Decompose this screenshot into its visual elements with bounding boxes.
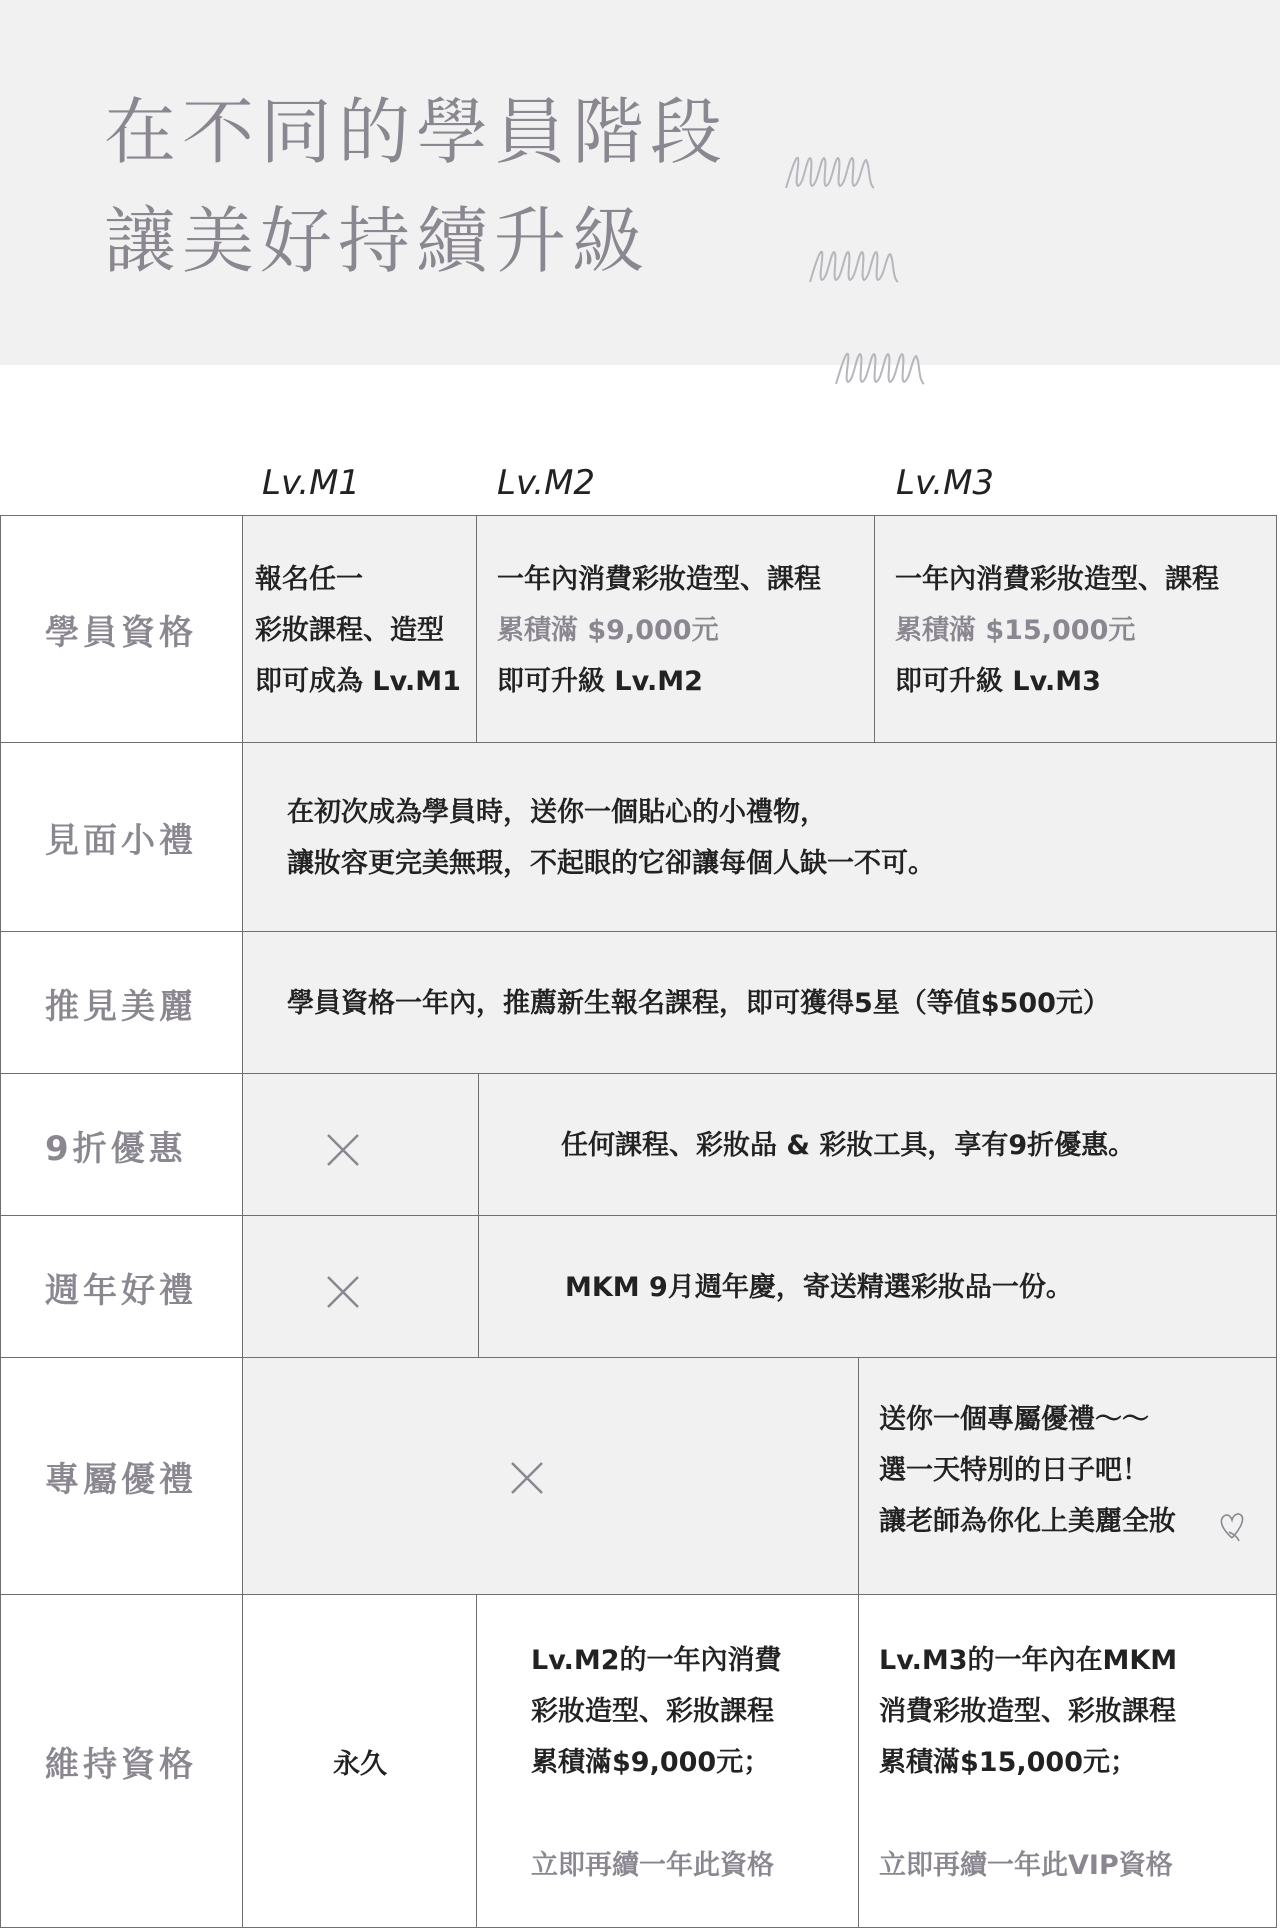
qualification-m2-line3: 即可升級 Lv.M2 <box>497 666 703 697</box>
discount-text: 任何課程、彩妝品 & 彩妝工具，享有9折優惠。 <box>561 1130 1136 1161</box>
exclusive-m3-line3: 讓老師為你化上美麗全妝 <box>879 1506 1176 1537</box>
squiggle-icon <box>806 242 906 290</box>
welcome-gift-line1: 在初次成為學員時，送你一個貼心的小禮物， <box>287 797 827 828</box>
anniversary-m1-cell <box>242 1215 480 1359</box>
qualification-m1-line2: 彩妝課程、造型 <box>255 615 444 646</box>
maintain-m3-cell <box>858 1594 1277 1928</box>
row-label-discount: 9折優惠 <box>0 1073 244 1217</box>
row-label-qualification: 學員資格 <box>0 515 244 744</box>
qualification-m3-line2: 累積滿 $15,000元 <box>895 615 1136 646</box>
exclusive-m3-line1: 送你一個專屬優禮～～ <box>879 1404 1149 1435</box>
maintain-m3-note: 立即再續一年此VIP資格 <box>879 1850 1173 1881</box>
qualification-m1-line3: 即可成為 Lv.M1 <box>255 666 461 697</box>
heart-icon <box>1217 1508 1247 1542</box>
anniversary-cell <box>478 1215 1277 1359</box>
qualification-m2-cell <box>476 515 876 744</box>
maintain-m3-line3: 累積滿$15,000元； <box>879 1747 1137 1778</box>
qualification-m2-line2: 累積滿 $9,000元 <box>497 615 719 646</box>
x-icon <box>509 1460 545 1496</box>
benefits-table <box>0 515 1277 1928</box>
level-label-m2: Lv.M2 <box>497 463 596 503</box>
level-label-m1: Lv.M1 <box>262 463 361 503</box>
exclusive-m3-line2: 選一天特別的日子吧！ <box>879 1455 1149 1486</box>
maintain-m1-text: 永久 <box>333 1748 387 1780</box>
qualification-m2-line1: 一年內消費彩妝造型、課程 <box>497 564 821 595</box>
maintain-m2-line2: 彩妝造型、彩妝課程 <box>531 1696 774 1727</box>
referral-text: 學員資格一年內，推薦新生報名課程，即可獲得5星（等值$500元） <box>287 988 1110 1019</box>
header-banner <box>0 0 1280 365</box>
squiggle-icon <box>832 344 932 392</box>
level-label-m3: Lv.M3 <box>896 463 995 503</box>
x-icon <box>325 1274 361 1310</box>
squiggle-icon <box>782 148 882 196</box>
anniversary-text: MKM 9月週年慶，寄送精選彩妝品一份。 <box>565 1272 1073 1303</box>
row-label-maintain: 維持資格 <box>0 1594 244 1928</box>
qualification-m1-line1: 報名任一 <box>255 564 363 595</box>
maintain-m3-line2: 消費彩妝造型、彩妝課程 <box>879 1696 1176 1727</box>
page-title-line1: 在不同的學員階段 <box>104 90 729 174</box>
maintain-m2-line3: 累積滿$9,000元； <box>531 1747 771 1778</box>
discount-m1-cell <box>242 1073 480 1217</box>
maintain-m2-note: 立即再續一年此資格 <box>531 1850 774 1881</box>
page-title-line2: 讓美好持續升級 <box>104 199 651 283</box>
row-label-welcome-gift: 見面小禮 <box>0 742 244 933</box>
welcome-gift-line2: 讓妝容更完美無瑕，不起眼的它卻讓每個人缺一不可。 <box>287 848 935 879</box>
qualification-m3-line3: 即可升級 Lv.M3 <box>895 666 1101 697</box>
exclusive-m1-m2-cell <box>242 1357 860 1596</box>
row-label-anniversary: 週年好禮 <box>0 1215 244 1359</box>
maintain-m2-line1: Lv.M2的一年內消費 <box>531 1645 782 1676</box>
exclusive-m3-cell <box>858 1357 1277 1596</box>
maintain-m3-line1: Lv.M3的一年內在MKM <box>879 1645 1178 1676</box>
row-label-exclusive: 專屬優禮 <box>0 1357 244 1596</box>
maintain-m1-cell <box>242 1594 478 1928</box>
welcome-gift-cell <box>242 742 1277 933</box>
qualification-m3-cell <box>874 515 1277 744</box>
row-label-referral: 推見美麗 <box>0 931 244 1075</box>
qualification-m3-line1: 一年內消費彩妝造型、課程 <box>895 564 1219 595</box>
maintain-m2-cell <box>476 1594 860 1928</box>
qualification-m1-cell <box>242 515 478 744</box>
discount-cell <box>478 1073 1277 1217</box>
referral-cell <box>242 931 1277 1075</box>
x-icon <box>325 1132 361 1168</box>
